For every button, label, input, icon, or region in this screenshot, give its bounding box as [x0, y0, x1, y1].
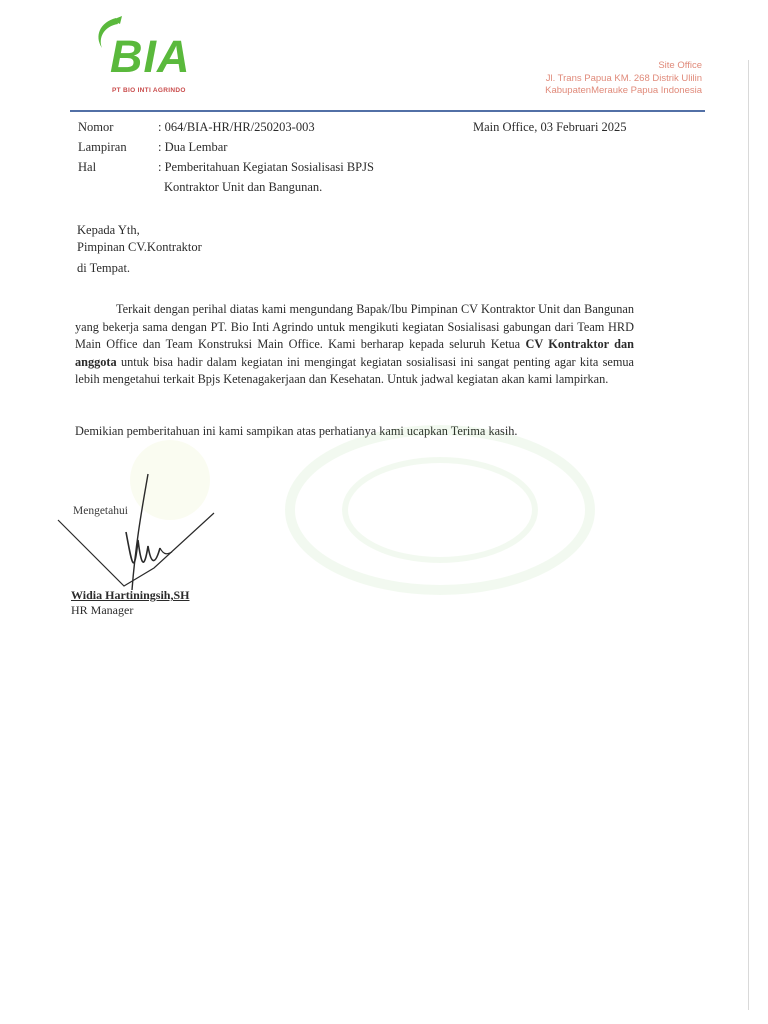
addressee-line1: Kepada Yth, [77, 223, 140, 237]
logo-company-name: PT BIO INTI AGRINDO [112, 87, 186, 94]
body-paragraph [75, 301, 634, 389]
signer-name: Widia Hartiningsih,SH [71, 588, 190, 602]
hal-label: Hal [78, 160, 97, 174]
lampiran-value: : Dua Lembar [158, 140, 228, 154]
acknowledge-label: Mengetahui [73, 505, 128, 517]
hal-value-line1: : Pemberitahuan Kegiatan Sosialisasi BPJS [158, 160, 374, 174]
closing-sentence: Demikian pemberitahuan ini kami sampikan atas perhatianya kami ucapkan Terima kasih. [75, 424, 518, 438]
addressee-line2: Pimpinan CV.Kontraktor [77, 240, 202, 254]
body-text-part2: untuk bisa hadir dalam kegiatan ini mengingat kegiatan sosialisasi ini sangat penting agar kita semua lebih mengetahui terkait Bpjs Ketenagakerjaan dan Kesehatan. Untuk jadwal kegiatan akan kami lampirkan. [75, 354, 634, 386]
logo-wordmark: BIA [110, 31, 191, 82]
signer-title: HR Manager [71, 603, 134, 617]
company-logo [86, 14, 216, 100]
addressee-line3: di Tempat. [77, 261, 131, 275]
hal-value-line2: Kontraktor Unit dan Bangunan. [164, 180, 323, 194]
letter-date: Main Office, 03 Februari 2025 [473, 120, 627, 134]
site-office-address [545, 60, 702, 98]
body-text-bold: CV Kontraktor dan anggota [75, 337, 634, 369]
site-office-address-line2: KabupatenMerauke Papua Indonesia [545, 85, 702, 96]
body-text-part1: Terkait dengan perihal diatas kami mengundang Bapak/Ibu Pimpinan CV Kontraktor Unit dan Bangunan yang bekerja sama dengan PT. Bio Inti Agrindo untuk mengikuti kegiatan Sosialisasi gabungan dari Team HRD Main Office dan Team Konstruksi Main Office. Kami berharap kepada seluruh Ketua [75, 302, 634, 351]
lampiran-label: Lampiran [78, 140, 127, 154]
addressee-block [77, 222, 202, 277]
nomor-label: Nomor [78, 120, 114, 134]
scan-edge-line [748, 60, 749, 1010]
header-divider [70, 110, 705, 112]
nomor-value: : 064/BIA-HR/HR/250203-003 [158, 120, 315, 134]
letter-body [75, 301, 634, 389]
site-office-title: Site Office [658, 60, 702, 71]
site-office-address-line1: Jl. Trans Papua KM. 268 Distrik Ulilin [545, 72, 702, 84]
